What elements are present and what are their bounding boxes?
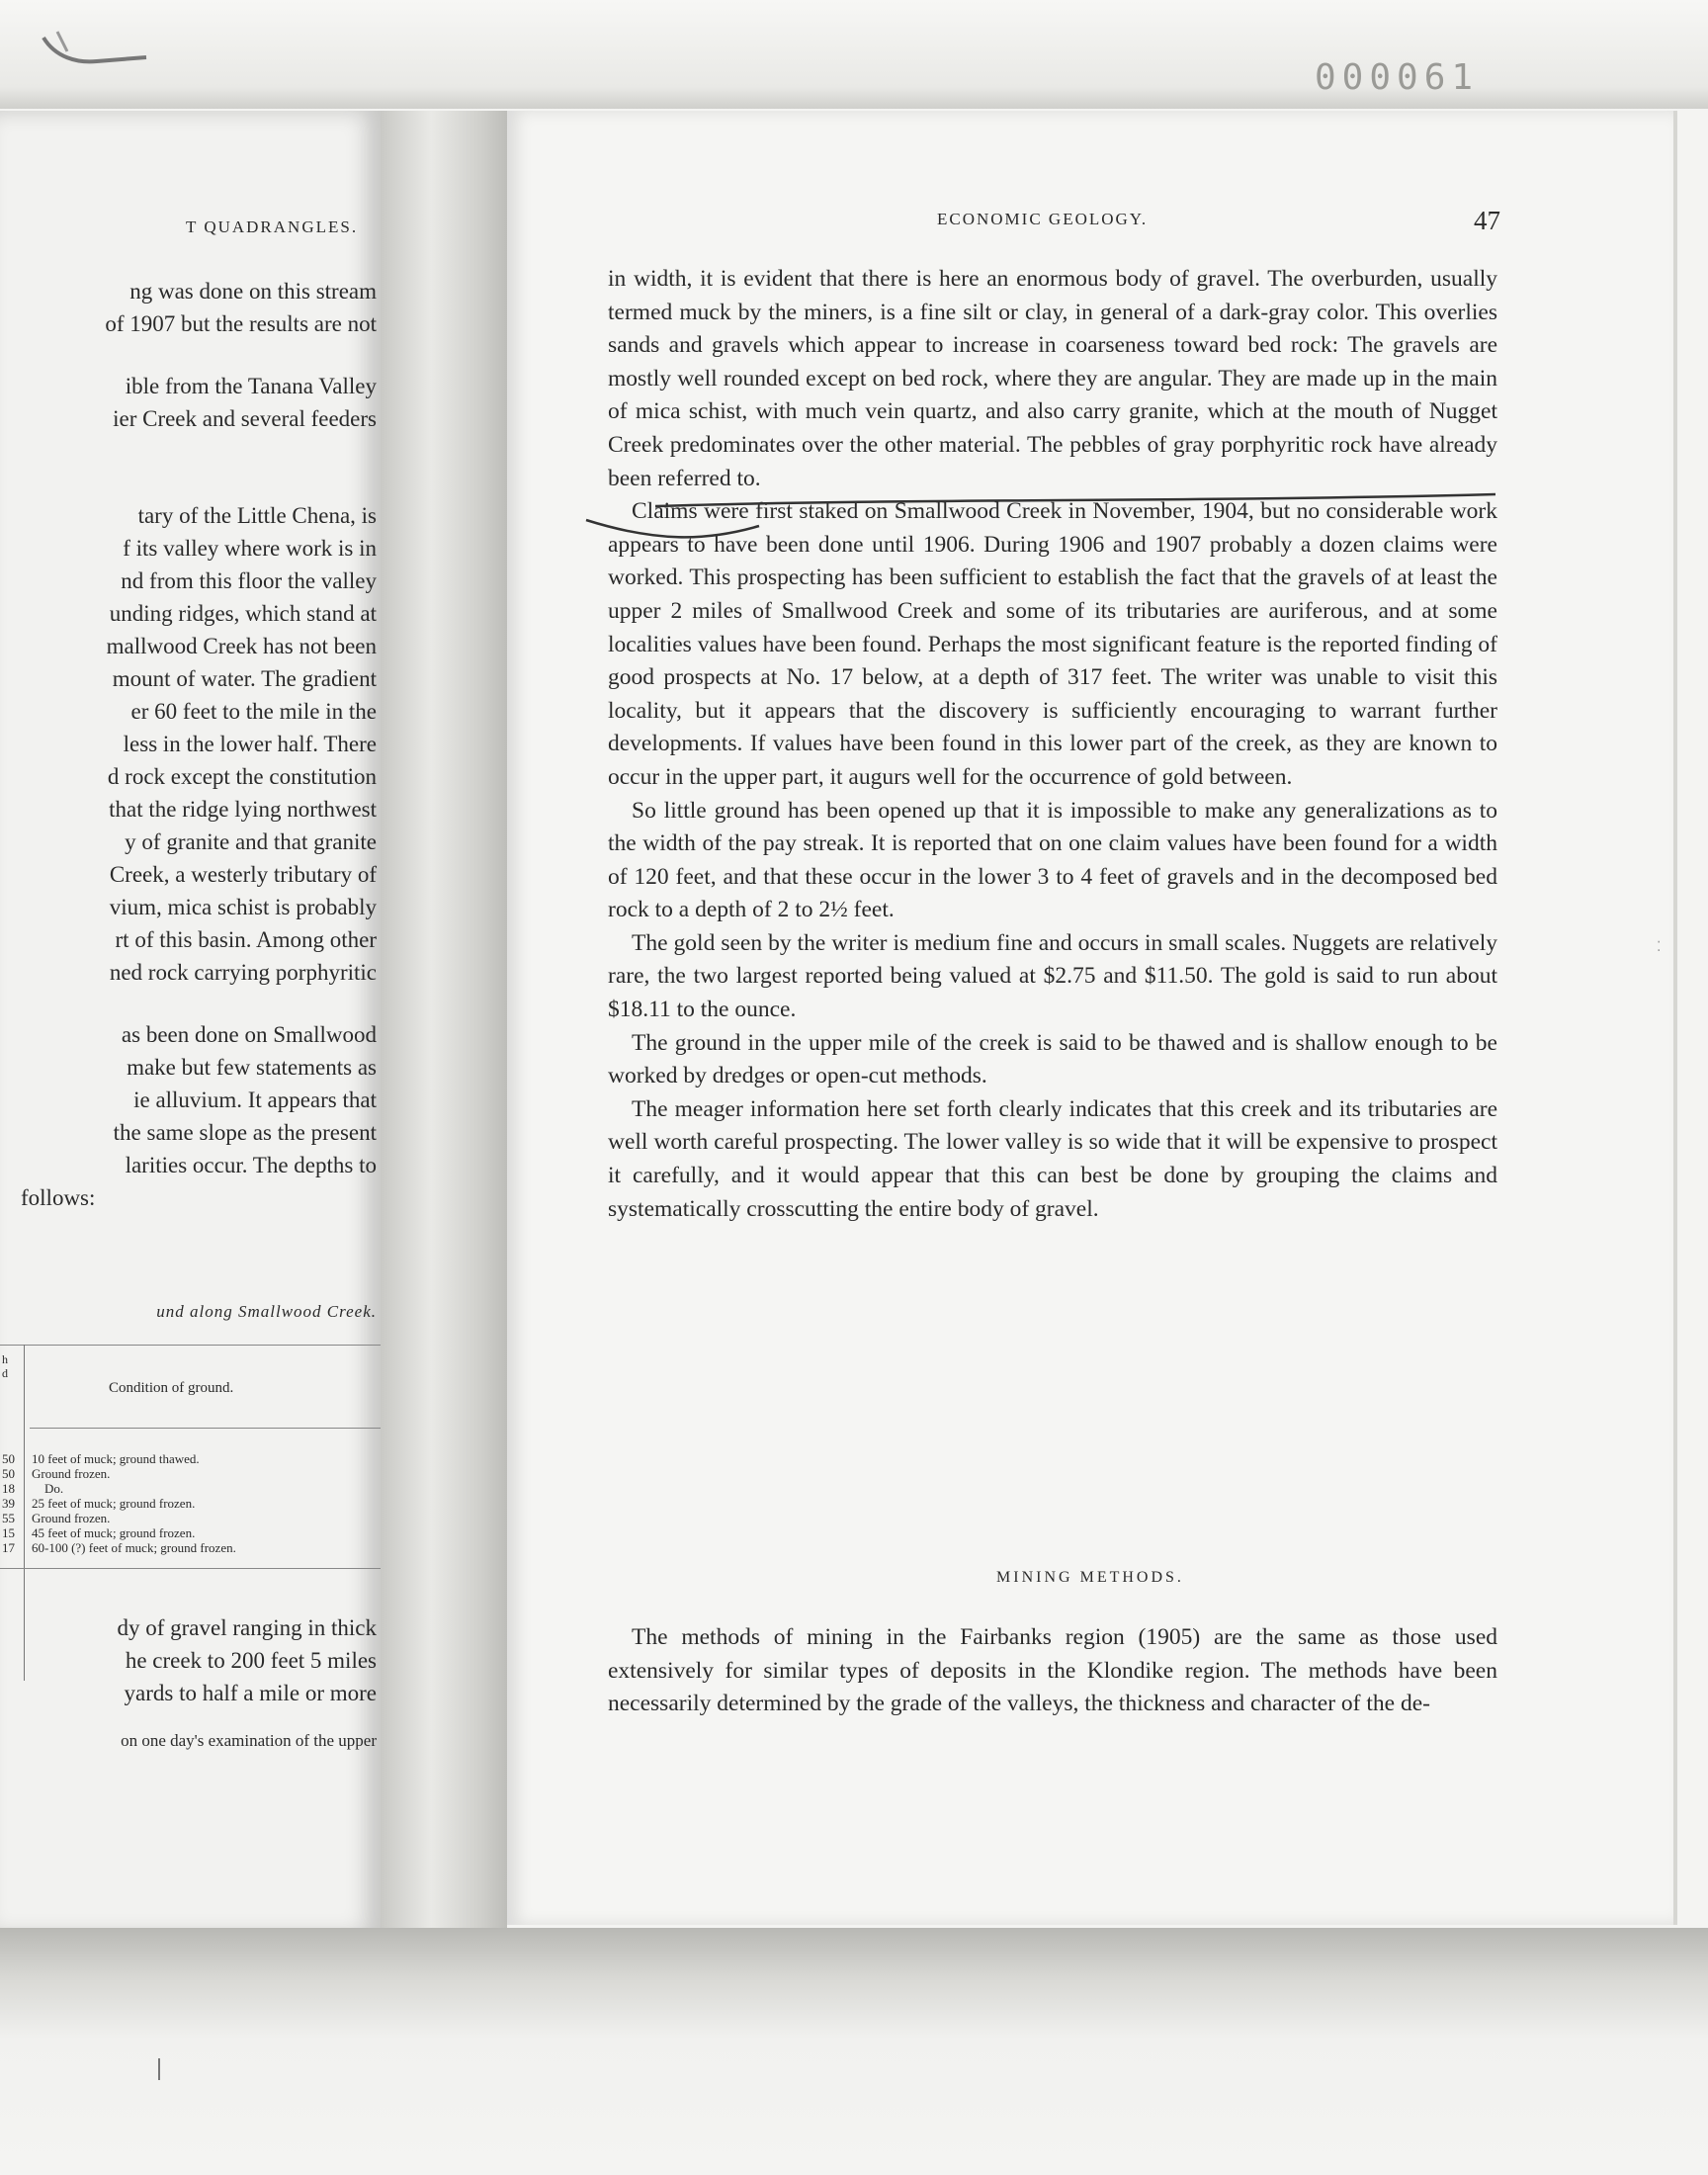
paragraph: The meager information here set forth clearly indicates that this creek and its tributaries are well worth careful prospecting. The lower valley is so wide that it will be expensive to prospect it carefully, and it would appear that this can best be done by grouping the claims and systematically crosscutting the entire body of gravel. — [608, 1095, 1497, 1222]
table-row: 45 feet of muck; ground frozen. — [32, 1525, 196, 1540]
table-rule — [0, 1345, 381, 1346]
left-line: d rock except the constitution — [107, 764, 377, 789]
left-ground-table — [0, 1345, 381, 1681]
left-line: mallwood Creek has not been — [106, 634, 377, 658]
body-text — [608, 263, 1497, 1226]
left-line: he creek to 200 feet 5 miles — [125, 1648, 377, 1673]
paragraph: So little ground has been opened up that it is impossible to make any generalizations as to the width of the pay streak. It is reported that on one claim values have been found for a width of 120 feet, and that these occur in the lower 3 to 4 feet of gravels and in the decomposed bed rock to a depth of 2 to 2½ feet. — [608, 797, 1497, 923]
scan-serial-number: 000061 — [1315, 57, 1480, 98]
left-page — [0, 111, 381, 1935]
table-stub: 39 — [2, 1496, 15, 1511]
left-line: vium, mica schist is probably — [109, 895, 377, 919]
table-stub: 55 — [2, 1511, 15, 1525]
left-section-heading — [0, 451, 45, 483]
paragraph: The gold seen by the writer is medium fine and occurs in small scales. Nuggets are relatively rare, the two largest reported being valued at $2.75 and $11.50. The gold is said to run about $18.11 to the ounce. — [608, 929, 1497, 1023]
table-stub: 17 — [2, 1540, 15, 1555]
table-rule — [24, 1345, 25, 1681]
table-row: Do. — [32, 1481, 64, 1496]
table-row: Ground frozen. — [32, 1466, 111, 1481]
left-line: tary of the Little Chena, is — [137, 503, 377, 528]
left-table-caption: und along Smallwood Creek. — [156, 1302, 377, 1321]
left-line: that the ridge lying northwest — [109, 797, 377, 822]
scan-bottom-edge — [0, 1928, 1708, 2175]
left-line: er 60 feet to the mile in the — [130, 699, 377, 724]
table-row: 25 feet of muck; ground frozen. — [32, 1496, 196, 1511]
left-line: the same slope as the present — [113, 1120, 377, 1145]
scan-mark — [158, 2058, 160, 2080]
left-line: ng was done on this stream — [129, 279, 377, 304]
left-line: f its valley where work is in — [123, 536, 377, 561]
table-stub-header: h d — [2, 1352, 8, 1380]
table-column-header: Condition of ground. — [109, 1380, 234, 1396]
left-line: make but few statements as — [127, 1055, 377, 1080]
right-page — [507, 111, 1673, 1925]
running-head: ECONOMIC GEOLOGY. — [937, 210, 1149, 228]
left-line: rt of this basin. Among other — [115, 927, 377, 952]
left-line: ie alluvium. It appears that — [133, 1088, 377, 1112]
left-line: ible from the Tanana Valley — [125, 374, 377, 398]
paragraph: The ground in the upper mile of the creek is said to be thawed and is shallow enough to be worked by dredges or open-cut methods. — [608, 1029, 1497, 1089]
table-row: 10 feet of muck; ground thawed. — [32, 1451, 200, 1466]
left-line: dy of gravel ranging in thick — [117, 1615, 377, 1640]
table-stub: 50 — [2, 1466, 15, 1481]
scan-speck: ⁚ — [1657, 940, 1662, 955]
left-line: less in the lower half. There — [123, 732, 377, 756]
left-line: y of granite and that granite — [125, 829, 377, 854]
book-gutter — [381, 111, 507, 1935]
table-stub: 50 — [2, 1451, 15, 1466]
left-footnote: on one day's examination of the upper — [121, 1731, 377, 1750]
section-body-text — [608, 1621, 1497, 1721]
table-rule — [30, 1428, 381, 1429]
table-row: Ground frozen. — [32, 1511, 111, 1525]
page-number: 47 — [1474, 206, 1500, 235]
left-line: nd from this floor the valley — [121, 568, 377, 593]
paragraph: in width, it is evident that there is here an enormous body of gravel. The overburden, usually termed muck by the miners, is a fine silt or clay, in general of a dark-gray color. This overlies sands and gravels which appear to increase in coarseness toward bed rock: The gravels are mostly well rounded except on bed rock, where they are angular. They are made up in the main of mica schist, with much vein quartz, and also carry granite, which at the mouth of Nugget Creek predominates over the other material. The pebbles of gray porphyritic rock have already been referred to. — [608, 266, 1497, 491]
table-stub: 18 — [2, 1481, 15, 1496]
section-heading: MINING METHODS. — [996, 1569, 1184, 1586]
left-line: unding ridges, which stand at — [109, 601, 377, 626]
paragraph: Claims were first staked on Smallwood Creek in November, 1904, but no considerable work appears to have been done until 1906. During 1906 and 1907 probably a dozen claims were worked. This prospecting has been sufficient to establish the fact that the gravels of at least the upper 2 miles of Smallwood Creek and some of its tributaries are auriferous, and at some localities values have been found. Perhaps the most significant feature is the reported finding of good prospects at No. 17 below, at a depth of 317 feet. The writer was unable to visit this locality, but it appears that the discovery is sufficiently encouraging to warrant further developments. If values have been found in this lower part of the creek, as they are known to occur in the upper part, it augurs well for the occurrence of gold between. — [608, 498, 1497, 790]
left-line: follows: — [21, 1185, 96, 1210]
left-running-head: T QUADRANGLES. — [186, 218, 359, 236]
table-stub: 15 — [2, 1525, 15, 1540]
left-line: ier Creek and several feeders — [113, 406, 377, 431]
paragraph: The methods of mining in the Fairbanks region (1905) are the same as those used extensively for similar types of deposits in the Klondike region. The methods have been necessarily determined by the grade of the valleys, the thickness and character of the de- — [608, 1624, 1497, 1717]
left-line: yards to half a mile or more — [124, 1681, 377, 1705]
left-line: mount of water. The gradient — [112, 666, 377, 691]
left-line: of 1907 but the results are not — [105, 311, 377, 336]
torn-corner-mark — [38, 28, 156, 87]
left-line: Creek, a westerly tributary of — [109, 862, 377, 887]
left-line: larities occur. The depths to — [125, 1153, 377, 1177]
table-row: 60-100 (?) feet of muck; ground frozen. — [32, 1540, 236, 1555]
left-line: as been done on Smallwood — [121, 1022, 377, 1047]
left-line: ned rock carrying porphyritic — [109, 960, 377, 985]
table-rule — [0, 1568, 381, 1569]
